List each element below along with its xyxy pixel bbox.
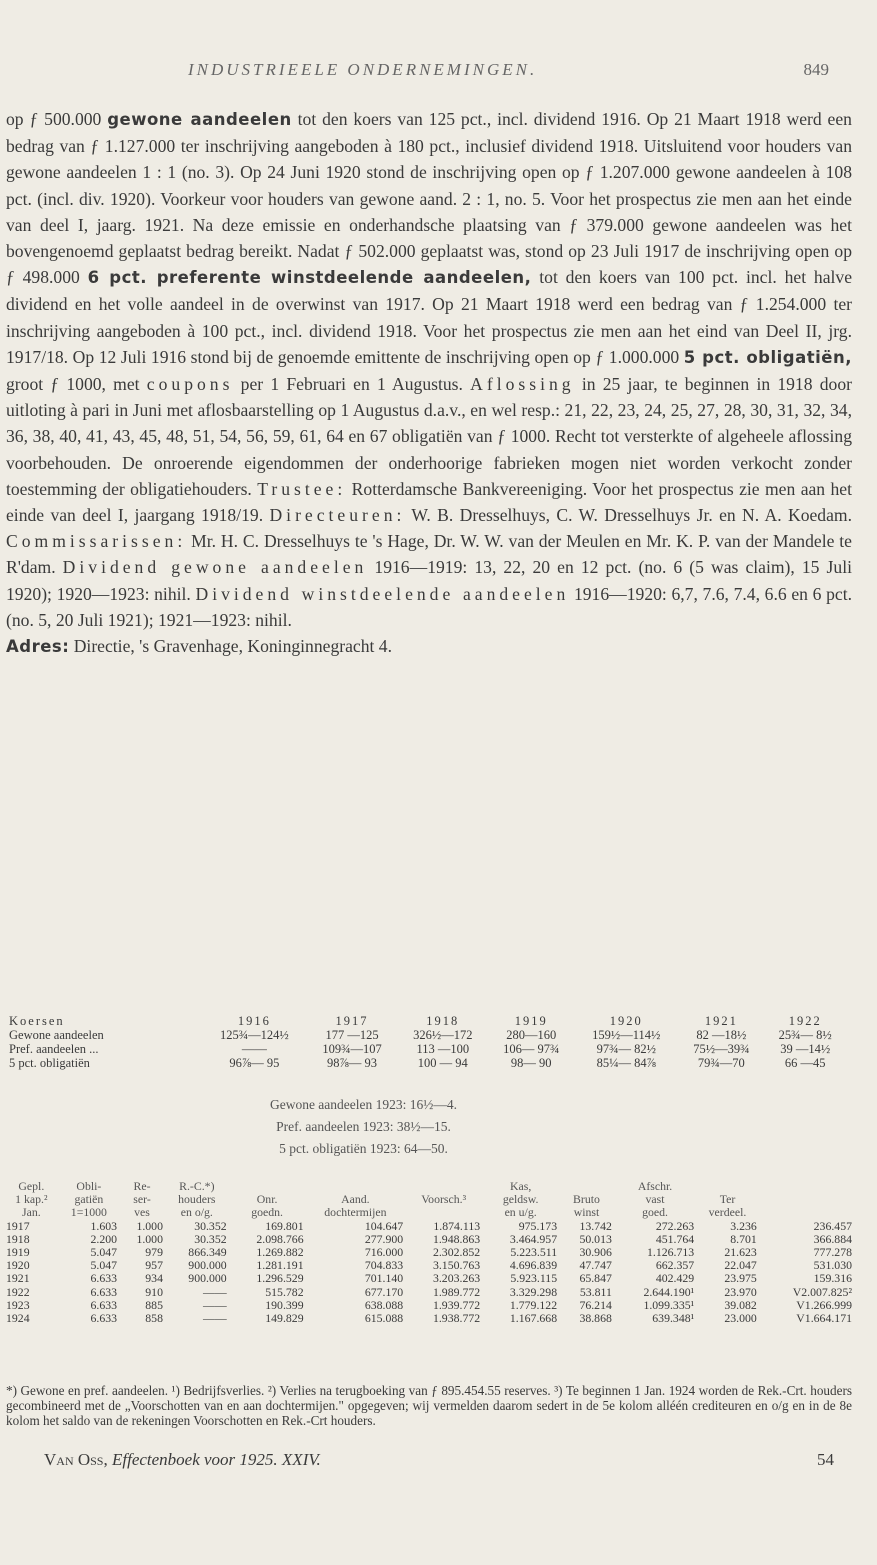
row-label: Pref. aandeelen ... — [9, 1042, 99, 1056]
year-cell: 1924 — [6, 1311, 30, 1326]
text-run: Rotterdamsche Bankvereeniging. Voor het prospectus zie men aan het einde van deel I, jaargang 1918/19. — [6, 478, 853, 526]
value-cell: 1.603 — [90, 1218, 118, 1233]
koersen-label: Koersen — [9, 1014, 65, 1028]
year-cell: 1920 — [609, 1014, 643, 1028]
koersen-table — [8, 1014, 846, 1070]
value-cell: 190.399 — [265, 1297, 304, 1312]
koersen-1923-line: Gewone aandeelen 1923: 16½—4. — [269, 1097, 458, 1112]
value-cell: 236.457 — [813, 1218, 852, 1233]
text-run: W. B. Dresselhuys, C. W. Dresselhuys Jr. en N. A. Koedam. — [405, 505, 852, 526]
price-cell: 98⅞— 93 — [327, 1056, 378, 1070]
fin-header-cell: verdeel. — [708, 1205, 747, 1220]
label-dividend-gewone: Dividend gewone aandeelen — [62, 557, 368, 578]
value-cell: V1.664.171 — [796, 1311, 852, 1326]
label-directeuren: Directeuren: — [269, 505, 406, 526]
value-cell: 858 — [145, 1311, 163, 1326]
value-cell: 159.316 — [813, 1271, 852, 1286]
year-cell: 1917 — [6, 1218, 30, 1233]
value-cell: 6.633 — [90, 1284, 118, 1299]
address-text: Directie, 's Gravenhage, Koninginnegracht 4. — [69, 636, 393, 657]
fin-header-row — [4, 1206, 854, 1219]
value-cell: 979 — [145, 1245, 163, 1260]
value-cell: 13.742 — [579, 1218, 612, 1233]
row-label: 5 pct. obligatiën — [9, 1056, 90, 1070]
value-cell: 1.281.191 — [256, 1258, 304, 1273]
value-cell: 169.801 — [265, 1218, 304, 1233]
value-cell: 30.352 — [194, 1231, 227, 1246]
value-cell: 1.000 — [136, 1231, 163, 1246]
value-cell: 6.633 — [90, 1271, 118, 1286]
text-run: op ƒ 500.000 — [6, 109, 108, 129]
value-cell: 1.296.529 — [256, 1271, 304, 1286]
value-cell: 104.647 — [364, 1218, 404, 1233]
value-cell: 677.170 — [364, 1284, 404, 1299]
fin-header-cell: ves — [134, 1205, 150, 1220]
value-cell: —— — [203, 1297, 227, 1312]
fin-header-cell: Onr. — [256, 1192, 278, 1207]
value-cell: 2.302.852 — [432, 1245, 481, 1260]
price-cell: 75½—39¾ — [693, 1042, 750, 1056]
fin-row — [4, 1272, 854, 1285]
value-cell: 21.623 — [724, 1245, 757, 1260]
value-cell: 1.000 — [136, 1218, 163, 1233]
price-cell: 25¾— 8½ — [778, 1028, 832, 1042]
value-cell: 3.464.957 — [509, 1231, 558, 1246]
koersen-row-gewone — [8, 1028, 846, 1042]
year-cell: 1922 — [6, 1284, 30, 1299]
price-cell: 106— 97¾ — [503, 1042, 560, 1056]
value-cell: 662.357 — [655, 1258, 695, 1273]
fin-header-cell: geldsw. — [502, 1192, 539, 1207]
price-cell: 39 —14½ — [780, 1042, 831, 1056]
price-cell: —— — [241, 1042, 267, 1056]
price-cell: 82 —18½ — [696, 1028, 747, 1042]
value-cell: V2.007.825² — [792, 1284, 852, 1299]
price-cell: 66 —45 — [784, 1056, 826, 1070]
fin-row — [4, 1220, 854, 1233]
year-cell: 1921 — [6, 1271, 30, 1286]
label-commissarissen: Commissarissen: — [6, 531, 187, 552]
koersen-1923 — [0, 1094, 877, 1160]
fin-header-cell: Voorsch.³ — [421, 1192, 467, 1207]
footnotes: *) Gewone en pref. aandeelen. ¹) Bedrijfsverlies. ²) Verlies na terugboeking van ƒ 895.454.55 reserves. ³) Te beginnen 1 Jan. 1924 worden de Rek.-Crt. houders gecombineerd met de „Voorschotten van en aan dochtermijen." opgegeven; wij vermelden daarom sedert in de 5e kolom alléén crediteuren en o/g en in de 8e kolom het saldo van de rekeningen Voorschotten en Rek.-Crt houders. — [6, 1383, 852, 1429]
financial-table — [4, 1180, 854, 1325]
koersen-1923-line: 5 pct. obligatiën 1923: 64—50. — [279, 1141, 448, 1156]
year-cell: 1917 — [335, 1014, 369, 1028]
value-cell: 402.429 — [655, 1271, 695, 1286]
year-cell: 1921 — [704, 1014, 738, 1028]
heading-gewone-aandeelen: gewone aandeelen — [107, 110, 292, 129]
value-cell: 639.348¹ — [652, 1311, 695, 1326]
value-cell: 5.047 — [90, 1245, 118, 1260]
value-cell: 934 — [145, 1271, 163, 1286]
value-cell: 704.833 — [364, 1258, 404, 1273]
value-cell: 6.633 — [90, 1311, 118, 1326]
page-footer — [44, 1450, 834, 1474]
text-run: groot ƒ 1000, met — [6, 374, 147, 395]
value-cell: 716.000 — [364, 1245, 404, 1260]
value-cell: 6.633 — [90, 1297, 118, 1312]
text-run: Mr. H. C. Dresselhuys te 's Hage, Dr. W. W. van der Meulen en Mr. K. P. van der Mandele te R'dam. — [6, 531, 852, 578]
fin-header-cell: goed. — [642, 1205, 668, 1220]
value-cell: 1.874.113 — [433, 1218, 481, 1233]
fin-header-cell: en u/g. — [504, 1205, 537, 1220]
ref-author: Van Oss, — [44, 1450, 108, 1469]
fin-header-cell: houders — [178, 1192, 216, 1207]
value-cell: 531.030 — [813, 1258, 852, 1273]
price-cell: 159½—114½ — [592, 1028, 661, 1042]
value-cell: 5.223.511 — [510, 1245, 558, 1260]
label-coupons: coupons — [146, 374, 234, 395]
text-run: in 25 jaar, te beginnen in 1918 door uitloting à pari in Juni met aflosbaarstelling op 1 Augustus d.a.v., en wel resp.: 21, 22, 23, 24, 25, 27, 28, 30, 31, 32, 34, 36, 38, 40, 41, 43, 45, 48, 51, 54, 56, 59, 61, 64 en 67 obligatiën van ƒ 1000. Recht tot versterkte of algeheele aflossing voorbehouden. De onroerende eigendommen der onderhoorige fabrieken mogen niet worden verkocht zonder toestemming der obligatiehouders. — [6, 374, 853, 499]
koersen-1923-line: Pref. aandeelen 1923: 38½—15. — [276, 1119, 451, 1134]
value-cell: 272.263 — [655, 1218, 695, 1233]
value-cell: 5.047 — [90, 1258, 118, 1273]
value-cell: 50.013 — [579, 1231, 612, 1246]
koersen-header-row — [8, 1014, 846, 1028]
text-run: 1916—1920: 6,7, 7.6, 7.4, 6.6 en 6 pct. (no. 5, 20 Juli 1921); 1921—1923: nihil. — [6, 583, 852, 630]
koersen-row-obligatien — [8, 1056, 846, 1070]
value-cell: 3.150.763 — [432, 1258, 481, 1273]
label-trustee: Trustee: — [257, 478, 347, 499]
value-cell: 65.847 — [579, 1271, 612, 1286]
value-cell: 1.779.122 — [509, 1297, 558, 1312]
year-cell: 1922 — [788, 1014, 822, 1028]
year-cell: 1919 — [6, 1245, 30, 1260]
value-cell: —— — [203, 1284, 227, 1299]
fin-header-cell: goedn. — [251, 1205, 283, 1220]
koersen-row-pref — [8, 1042, 846, 1056]
fin-header-cell: Afschr. — [637, 1179, 673, 1193]
value-cell: 1.167.668 — [509, 1311, 558, 1326]
price-cell: 98— 90 — [510, 1056, 552, 1070]
value-cell: 515.782 — [265, 1284, 304, 1299]
value-cell: 885 — [145, 1297, 163, 1312]
value-cell: 23.000 — [724, 1311, 757, 1326]
value-cell: 1.989.772 — [432, 1284, 481, 1299]
sheet-number: 54 — [817, 1450, 834, 1469]
value-cell: 47.747 — [579, 1258, 612, 1273]
heading-obligatien: 5 pct. obligatiën, — [683, 347, 852, 367]
value-cell: 366.884 — [813, 1231, 852, 1246]
fin-header-cell: Aand. — [341, 1192, 370, 1207]
value-cell: 3.329.298 — [509, 1284, 558, 1299]
year-cell: 1919 — [514, 1014, 548, 1028]
running-title: INDUSTRIEELE ONDERNEMINGEN. — [188, 60, 538, 79]
label-adres: Adres: — [6, 637, 70, 657]
value-cell: 76.214 — [579, 1297, 612, 1312]
value-cell: 866.349 — [188, 1245, 227, 1260]
row-label: Gewone aandeelen — [9, 1028, 104, 1042]
text-run: tot den koers van 100 pct. incl. het halve dividend en het volle aandeel in de overwinst van 1917. Op 21 Maart 1918 werd een bedrag van ƒ 1.254.000 ter inschrijving aangeboden à 100 pct., incl. dividend 1918. Voor het prospectus zie men aan het eind van Deel II, jrg. 1917/18. Op 12 Juli 1916 stond bij de genoemde emittente de inschrijving open op ƒ 1.000.000 — [6, 267, 853, 367]
text-run: tot den koers van 125 pct., incl. dividend 1916. Op 21 Maart 1918 werd een bedrag van ƒ 1.127.000 ter inschrijving aangeboden à 180 pct., inclusief dividend 1918. Uitsluitend voor houders van gewone aandeelen 1 : 1 (no. 3). Op 24 Juni 1920 stond de inschrijving open op ƒ 1.207.000 gewone aandeelen à 108 pct. (incl. div. 1920). Voorkeur voor houders van gewone aand. 2 : 1, no. 5. Voor het prospectus zie men aan het einde van deel I, jaarg. 1921. Na deze emissie en onderhandsche plaatsing van ƒ 379.000 gewone aandeelen was het bovengenoemd geplaatst bedrag bereikt. Nadat ƒ 502.000 geplaatst was, stond op 23 Juli 1917 de inschrijving open op ƒ 498.000 — [6, 109, 852, 288]
running-header — [0, 58, 877, 86]
fin-header-cell: Jan. — [22, 1205, 41, 1220]
value-cell: 3.236 — [730, 1218, 757, 1233]
year-cell: 1916 — [237, 1014, 271, 1028]
fin-header-cell: 1=1000 — [70, 1205, 107, 1220]
fin-header-cell: R.-C.*) — [179, 1179, 215, 1193]
value-cell: 910 — [145, 1284, 163, 1299]
fin-header-cell: Re- — [133, 1179, 151, 1193]
fin-header-cell: dochtermijen — [324, 1205, 387, 1220]
fin-header-cell: winst — [573, 1205, 600, 1220]
value-cell: 30.352 — [194, 1218, 227, 1233]
value-cell: 8.701 — [730, 1231, 757, 1246]
fin-header-cell — [405, 1206, 482, 1219]
text-run: 1916—1919: 13, 22, 20 en 12 pct. (no. 6 (5 was claim), 15 Juli 1920); 1920—1923: nihil. — [6, 557, 852, 604]
value-cell: 975.173 — [518, 1218, 558, 1233]
price-cell: 79¾—70 — [697, 1056, 745, 1070]
fin-rows — [4, 1220, 854, 1326]
fin-header-cell: ser- — [133, 1192, 151, 1207]
value-cell: 2.644.190¹ — [643, 1284, 695, 1299]
fin-header-cell: gatiën — [74, 1192, 104, 1207]
value-cell: 900.000 — [188, 1258, 227, 1273]
fin-header-cell: Gepl. — [18, 1179, 45, 1193]
book-reference — [44, 1450, 321, 1470]
value-cell: 957 — [145, 1258, 163, 1273]
text-run: per 1 Februari en 1 Augustus. — [233, 374, 471, 395]
value-cell: 2.098.766 — [256, 1231, 304, 1246]
value-cell: 53.811 — [579, 1284, 612, 1299]
value-cell: 615.088 — [364, 1311, 404, 1326]
value-cell: 638.088 — [364, 1297, 404, 1312]
value-cell: 149.829 — [265, 1311, 304, 1326]
label-aflossing: Aflossing — [470, 374, 575, 395]
price-cell: 113 —100 — [416, 1042, 470, 1056]
fin-header-cell: Ter — [719, 1192, 736, 1207]
value-cell: 23.970 — [724, 1284, 757, 1299]
value-cell: 3.203.263 — [432, 1271, 481, 1286]
fin-row — [4, 1286, 854, 1299]
fin-row — [4, 1312, 854, 1325]
price-cell: 85¼— 84⅞ — [596, 1056, 656, 1070]
fin-header-cell: Kas, — [509, 1179, 532, 1193]
price-cell: 97¾— 82½ — [596, 1042, 656, 1056]
value-cell: 1.938.772 — [432, 1311, 481, 1326]
heading-preferente-aandeelen: 6 pct. preferente winstdeelende aandeelen, — [87, 268, 532, 288]
value-cell: 23.975 — [724, 1271, 757, 1286]
value-cell: 900.000 — [188, 1271, 227, 1286]
issue-paragraph — [6, 106, 852, 633]
price-cell: 280—160 — [506, 1028, 557, 1042]
value-cell: 39.082 — [724, 1297, 757, 1312]
price-cell: 326½—172 — [413, 1028, 473, 1042]
price-cell: 177 —125 — [325, 1028, 379, 1042]
address-line — [6, 633, 852, 660]
value-cell: 1.948.863 — [432, 1231, 481, 1246]
year-cell: 1918 — [426, 1014, 460, 1028]
value-cell: 5.923.115 — [510, 1271, 558, 1286]
value-cell: 777.278 — [813, 1245, 852, 1260]
price-cell: 109¾—107 — [322, 1042, 382, 1056]
fin-header-cell: Bruto — [573, 1192, 600, 1207]
price-cell: 125¾—124½ — [219, 1028, 289, 1042]
value-cell: 30.906 — [579, 1245, 612, 1260]
year-cell: 1923 — [6, 1297, 30, 1312]
value-cell: —— — [203, 1311, 227, 1326]
ref-title: Effectenboek voor 1925. XXIV. — [107, 1450, 321, 1469]
value-cell: 277.900 — [364, 1231, 404, 1246]
value-cell: 1.126.713 — [646, 1245, 695, 1260]
value-cell: 451.764 — [655, 1231, 695, 1246]
price-cell: 96⅞— 95 — [229, 1056, 280, 1070]
company-description — [6, 106, 852, 660]
price-cell: 100 — 94 — [417, 1056, 468, 1070]
fin-header-cell: vast — [645, 1192, 665, 1207]
value-cell: V1.266.999 — [796, 1297, 852, 1312]
value-cell: 1.939.772 — [432, 1297, 481, 1312]
page-number: 849 — [803, 60, 829, 79]
value-cell: 701.140 — [364, 1271, 404, 1286]
value-cell: 1.269.882 — [256, 1245, 304, 1260]
year-cell: 1920 — [6, 1258, 30, 1273]
value-cell: 38.868 — [579, 1311, 612, 1326]
value-cell: 4.696.839 — [509, 1258, 558, 1273]
year-cell: 1918 — [6, 1231, 30, 1246]
fin-header-cell: en o/g. — [180, 1205, 213, 1220]
value-cell: 1.099.335¹ — [643, 1297, 695, 1312]
label-dividend-winstdeelende: Dividend winstdeelende aandeelen — [195, 583, 570, 604]
value-cell: 2.200 — [90, 1231, 118, 1246]
fin-header-cell: Obli- — [76, 1179, 102, 1193]
fin-header-cell: 1 kap.² — [15, 1192, 48, 1207]
value-cell: 22.047 — [724, 1258, 757, 1273]
